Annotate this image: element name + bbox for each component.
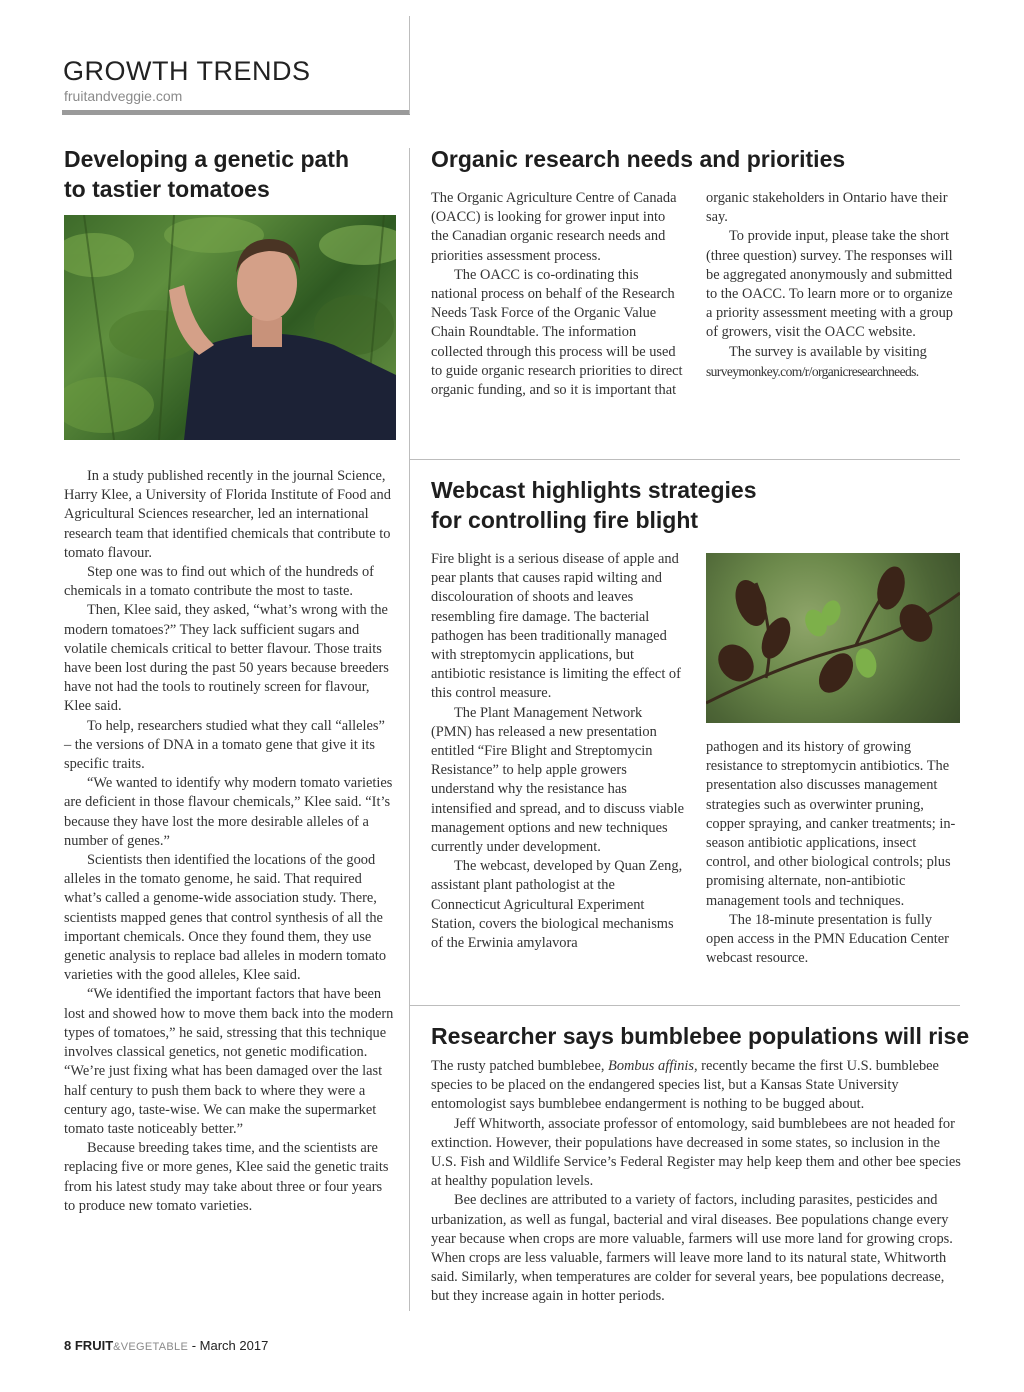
webcast-headline bbox=[431, 475, 951, 535]
tomato-paragraph: Scientists then identified the locations of the good alleles in the tomato genome, he said. That required what’s called a genome-wide association study. There, scientists mapped genes that control synthesis of all the important chemicals. Once they found them, they use genetic analysis to replace bad alleles in modern tomato varieties with the good alleles, Klee said. bbox=[64, 852, 387, 984]
organic-paragraph: To provide input, please take the short (three question) survey. The responses will be aggregated anonymously and submitted to the OACC. To learn more or to organize a priority assessment meeting with a group of growers, visit the OACC website. bbox=[706, 228, 953, 341]
organic-paragraph: organic stakeholders in Ontario have their say. bbox=[706, 190, 948, 226]
organic-paragraph: The OACC is co-ordinating this national process on behalf of the Research Needs Task Force of the Organic Value Chain Roundtable. The information collected through this process will be used to guide organic research priorities to direct organic funding, and so it is important that bbox=[431, 266, 683, 399]
organic-column-1 bbox=[431, 189, 683, 400]
bumblebee-text: The rusty patched bumblebee, bbox=[431, 1058, 609, 1074]
survey-link[interactable]: surveymonkey.com/r/organicresearchneeds. bbox=[706, 363, 919, 379]
fire-blight-photo bbox=[706, 553, 960, 723]
magazine-name-amp: & bbox=[113, 1341, 121, 1353]
webcast-headline-line2: for controlling fire blight bbox=[431, 507, 699, 533]
tomato-paragraph: “We identified the important factors that have been lost and showed how to move them back into the modern types of tomatoes,” he said, stressing that this technique involves classical genetics, not genetic modification. “We’re just fixing what has been damaged over the last half century to push them back to where they were a century ago, taste-wise. We can make the supermarket tomato taste noticeably better.” bbox=[64, 986, 394, 1137]
tomato-paragraph: Step one was to find out which of the hundreds of chemicals in a tomato contribute the most to taste. bbox=[64, 564, 374, 600]
tomato-paragraph: In a study published recently in the journal Science, Harry Klee, a University of Florida Institute of Food and Agricultural Sciences researcher, led an international research team that identified chemicals that contribute to tomato flavour. bbox=[64, 468, 391, 561]
species-name: Bombus affinis bbox=[608, 1058, 694, 1074]
webcast-paragraph: The 18-minute presentation is fully open access in the PMN Education Center webcast resource. bbox=[706, 911, 949, 967]
page-number: 8 bbox=[64, 1338, 72, 1353]
webcast-paragraph: The Plant Management Network (PMN) has released a new presentation entitled “Fire Blight and Streptomycin Resistance” to help apple growers understand why the resistance has intensified and spread, and to discuss viable management options and new techniques currently under development. bbox=[431, 704, 684, 856]
webcast-column-1 bbox=[431, 550, 685, 953]
tomato-article-body bbox=[64, 467, 394, 1216]
tomato-paragraph: “We wanted to identify why modern tomato varieties are deficient in those flavour chemicals,” Klee said. “It’s because they have lost the more desirable alleles of a number of genes.” bbox=[64, 775, 393, 849]
tomato-headline-line2: to tastier tomatoes bbox=[64, 176, 270, 202]
tomato-paragraph: To help, researchers studied what they call “alleles” – the versions of DNA in a tomato gene that give it its specific traits. bbox=[64, 717, 385, 773]
magazine-name-fruit: FRUIT bbox=[74, 1338, 114, 1353]
magazine-name-vegetable: VEGETABLE bbox=[120, 1341, 189, 1353]
section-divider bbox=[410, 459, 960, 460]
bumblebee-paragraph: Bee declines are attributed to a variety of factors, including parasites, pesticides and urbanization, as well as fungal, bacterial and viral diseases. Bee populations change every year because when crops are more valuable, farmers will use more land for growing crops. When crops are less valuable, farmers will leave more land to its natural state, Whitworth said. Similarly, when temperatures are colder for several years, bee populations decrease, but they increase again in hotter periods. bbox=[431, 1192, 953, 1305]
organic-paragraph bbox=[706, 343, 962, 382]
tomato-paragraph: Then, Klee said, they asked, “what’s wrong with the modern tomatoes?” They lack sufficient sugars and volatile chemicals critical to better flavour. Those traits have been lost during the past 50 years because breeders have not had the tools to routinely screen for flavour, Klee said. bbox=[64, 602, 389, 715]
bumblebee-article-body bbox=[431, 1057, 962, 1307]
webcast-paragraph: pathogen and its history of growing resistance to streptomycin antibiotics. The presentation also discusses management strategies such as overwinter pruning, copper spraying, and canker treatments; in-season antibiotic applications, insect control, and other biological controls; plus promising alternate, non-antibiotic management tools and techniques. bbox=[706, 739, 956, 909]
page-footer bbox=[64, 1338, 268, 1353]
column-divider-top bbox=[409, 16, 410, 114]
tomato-paragraph: Because breeding takes time, and the scientists are replacing five or more genes, Klee said the genetic traits from his latest study may take about three or four years to produce new tomato varieties. bbox=[64, 1140, 389, 1214]
header-rule bbox=[62, 110, 410, 115]
tomato-researcher-photo bbox=[64, 215, 396, 440]
bumblebee-text: , recently became the first U.S. bumblebee species to be placed on the endangered species list, but a Kansas State University entomologist says bumblebee endangerment is nothing to be bugged about. bbox=[431, 1058, 939, 1113]
organic-column-2 bbox=[706, 189, 962, 382]
organic-paragraph: The Organic Agriculture Centre of Canada (OACC) is looking for grower input into the Canadian organic research needs and priorities assessment process. bbox=[431, 190, 677, 264]
webcast-paragraph: Fire blight is a serious disease of apple and pear plants that causes rapid wilting and discolouration of shoots and leaves resembling fire damage. The bacterial pathogen has been traditionally managed with streptomycin applications, but antibiotic resistance is limiting the effect of this control measure. bbox=[431, 551, 681, 702]
section-divider bbox=[410, 1005, 960, 1006]
bumblebee-headline: Researcher says bumblebee populations will rise bbox=[431, 1023, 970, 1049]
organic-headline: Organic research needs and priorities bbox=[431, 146, 846, 172]
fire-blight-illustration bbox=[706, 553, 960, 723]
webcast-headline-line1: Webcast highlights strategies bbox=[431, 477, 757, 503]
bumblebee-paragraph bbox=[431, 1057, 962, 1115]
bumblebee-paragraph: Jeff Whitworth, associate professor of entomology, said bumblebees are not headed for extinction. However, their populations have decreased in some states, so inclusion in the U.S. Fish and Wildlife Service’s Federal Register may help keep them and other bee species at healthy population levels. bbox=[431, 1115, 961, 1190]
survey-text: The survey is available by visiting bbox=[729, 343, 927, 360]
tomato-headline bbox=[64, 144, 404, 204]
column-divider bbox=[409, 148, 410, 1311]
issue-date: - March 2017 bbox=[191, 1338, 269, 1353]
webcast-paragraph: The webcast, developed by Quan Zeng, assistant plant pathologist at the Connecticut Agricultural Experiment Station, covers the biological mechanisms of the Erwinia amylavora bbox=[431, 858, 683, 952]
tomato-headline-line1: Developing a genetic path bbox=[64, 146, 349, 172]
site-url[interactable]: fruitandveggie.com bbox=[64, 88, 183, 104]
tomato-photo-illustration bbox=[64, 215, 396, 440]
section-title: GROWTH TRENDS bbox=[63, 56, 311, 86]
webcast-column-2 bbox=[706, 738, 962, 968]
